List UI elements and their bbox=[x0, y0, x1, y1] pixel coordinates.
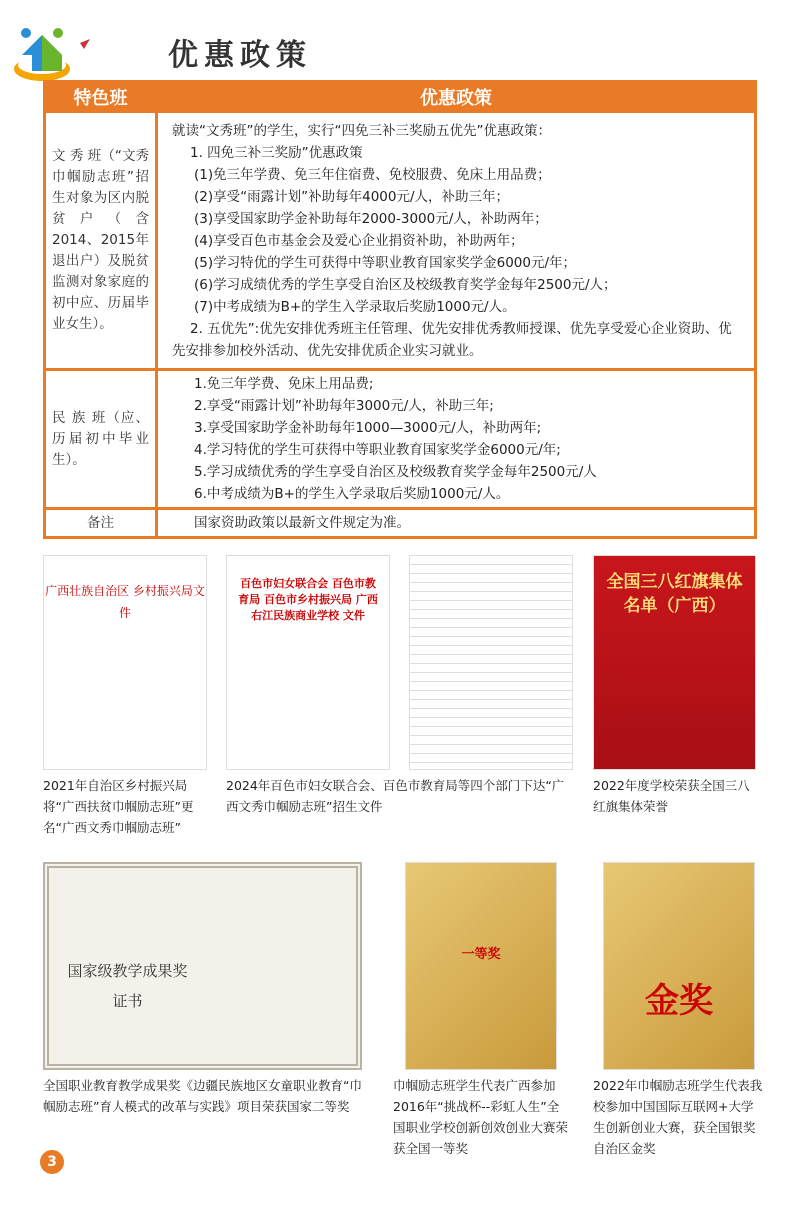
note-label: 备注 bbox=[45, 509, 157, 538]
policy-line: (2)享受“雨露计划”补助每年4000元/人，补助三年； bbox=[194, 188, 510, 205]
caption: 全国职业教育教学成果奖《边疆民族地区女童职业教育“巾帼励志班”育人模式的改革与实践》项目荣获国家二等奖 bbox=[43, 1078, 362, 1114]
policy-line: (4)享受百色市基金会及爱心企业捐资补助，补助两年； bbox=[194, 232, 524, 249]
document-image-2: 百色市妇女联合会 百色市教育局 百色市乡村振兴局 广西右江民族商业学校 文件 bbox=[226, 555, 390, 770]
class-cell: 民 族 班（应、历届初中毕业生）。 bbox=[45, 370, 157, 509]
caption: 2024年百色市妇女联合会、百色市教育局等四个部门下达“广西文秀巾帼励志班”招生文件 bbox=[226, 778, 565, 814]
policy-line: (5)学习特优的学生可获得中等职业教育国家奖学金6000元/年； bbox=[194, 254, 577, 271]
policy-table bbox=[43, 80, 757, 539]
caption: 巾帼励志班学生代表广西参加2016年“挑战杯--彩虹人生”全国职业学校创新创效创业大赛荣获全国一等奖 bbox=[393, 1078, 569, 1156]
certificate-image: 国家级教学成果奖 证书 bbox=[43, 862, 362, 1070]
col-header-class: 特色班 bbox=[45, 82, 157, 112]
gold-award-image: 金奖 bbox=[603, 862, 755, 1070]
table-row bbox=[45, 509, 756, 538]
note-text: 国家资助政策以最新文件规定为准。 bbox=[157, 509, 756, 538]
policy-line: 就读“文秀班”的学生，实行“四免三补三奖励五优先”优惠政策： bbox=[172, 122, 551, 139]
policy-line: 4.学习特优的学生可获得中等职业教育国家奖学金6000元/年; bbox=[194, 442, 561, 458]
policy-line: 3.享受国家助学金补助每年1000—3000元/人，补助两年; bbox=[194, 420, 542, 436]
policy-line: 2. 五优先”:优先安排优秀班主任管理、优先安排优秀教师授课、优先享受爱心企业资助、优先安排参加校外活动、优先安排优质企业实习就业。 bbox=[172, 320, 732, 359]
policy-cell bbox=[157, 112, 756, 370]
caption: 2021年自治区乡村振兴局将“广西扶贫巾帼励志班”更名“广西文秀巾帼励志班” bbox=[43, 778, 194, 835]
honor-list-image: 全国三八红旗集体名单（广西） bbox=[593, 555, 756, 770]
document-image-3 bbox=[409, 555, 573, 770]
policy-line: 1. 四免三补三奖励”优惠政策 bbox=[190, 144, 363, 161]
certificate-image-2: 一等奖 bbox=[405, 862, 557, 1070]
policy-cell bbox=[157, 370, 756, 509]
policy-line: 2.享受“雨露计划”补助每年3000元/人，补助三年; bbox=[194, 398, 494, 414]
policy-line: (1)免三年学费、免三年住宿费、免校服费、免床上用品费； bbox=[194, 166, 551, 183]
table-row bbox=[45, 112, 756, 370]
school-logo bbox=[10, 25, 90, 85]
col-header-policy: 优惠政策 bbox=[157, 82, 756, 112]
page-number: 3 bbox=[40, 1150, 64, 1174]
policy-line: (7)中考成绩为B+的学生入学录取后奖励1000元/人。 bbox=[194, 298, 516, 315]
caption: 2022年度学校荣获全国三八红旗集体荣誉 bbox=[593, 778, 750, 814]
policy-line: 1.免三年学费、免床上用品费; bbox=[194, 376, 374, 392]
policy-line: (6)学习成绩优秀的学生享受自治区及校级教育奖学金每年2500元/人； bbox=[194, 276, 617, 293]
class-cell: 文 秀 班（“文秀巾帼励志班”招生对象为区内脱贫户（含2014、2015年退出户）及脱贫监测对象家庭的初中应、历届毕业女生）。 bbox=[45, 112, 157, 370]
policy-line: 5.学习成绩优秀的学生享受自治区及校级教育奖学金每年2500元/人 bbox=[194, 464, 597, 480]
policy-line: (3)享受国家助学金补助每年2000-3000元/人，补助两年； bbox=[194, 210, 548, 227]
document-image-1: 广西壮族自治区 乡村振兴局文件 bbox=[43, 555, 207, 770]
page-title: 优惠政策 bbox=[168, 38, 312, 73]
caption: 2022年巾帼励志班学生代表我校参加中国国际互联网+大学生创新创业大赛，获全国银奖自治区金奖 bbox=[593, 1078, 763, 1156]
policy-line: 6.中考成绩为B+的学生入学录取后奖励1000元/人。 bbox=[194, 486, 510, 502]
table-row bbox=[45, 370, 756, 509]
